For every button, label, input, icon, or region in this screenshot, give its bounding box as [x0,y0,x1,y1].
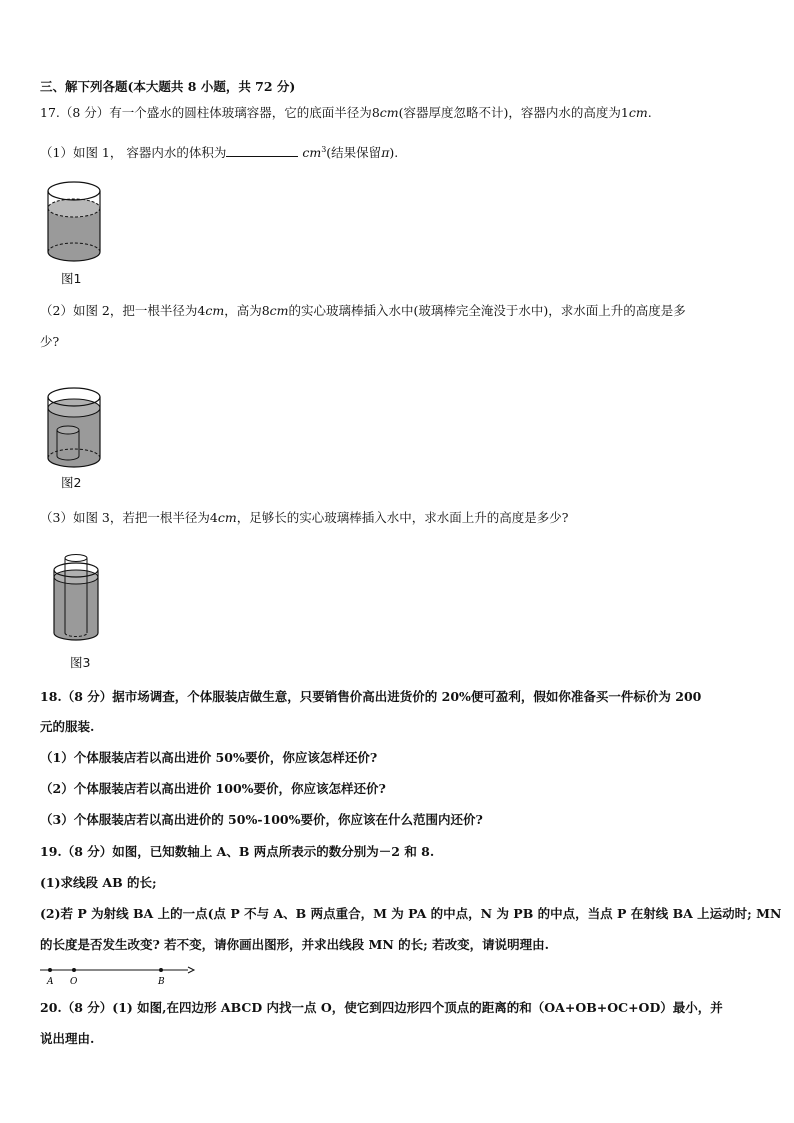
q19-part2: (2)若 P 为射线 BA 上的一点(点 P 不与 A、B 两点重合，M 为 PA 的中点，N 为 PB 的中点，当点 P 在射线 BA 上运动时; MN [40,906,782,921]
point-b-label: B [158,977,165,987]
answer-blank[interactable] [226,144,298,157]
point-o-dot [72,968,76,972]
q17-stem [40,104,760,122]
point-b-dot [159,968,163,972]
q20-stem-cont: 说出理由. [40,1031,95,1046]
q17-stem-a: 17.（8 分）有一个盛水的圆柱体玻璃容器，它的底面半径为 [40,105,372,120]
q18-stem-cont: 元的服装. [40,719,95,734]
section-header: 三、解下列各题(本大题共 8 小题，共 72 分) [40,79,296,94]
figure-2-cylinder-with-rod [44,386,104,470]
q19-part2-cont: 的长度是否发生改变? 若不变，请你画出图形，并求出线段 MN 的长; 若改变，请说明理由. [40,937,549,952]
q19-stem: 19.（8 分）如图，已知数轴上 A、B 两点所表示的数分别为－2 和 8. [40,844,435,859]
q18-part1: （1）个体服装店若以高出进价 50%要价，你应该怎样还价? [40,750,378,765]
q17-p1-a: （1）如图 1， 容器内水的体积为 [40,145,227,161]
q17-p1-c: ). [389,145,399,161]
q17-p2-a: （2）如图 2，把一根半径为 [40,303,198,318]
q17-p3-b: ，足够长的实心玻璃棒插入水中，求水面上升的高度是多少? [236,510,569,525]
q17-part2 [40,302,760,320]
q17-height: 1 [620,105,629,120]
q17-unit-2: cm [628,105,648,120]
point-a-dot [48,968,52,972]
q17-p2-h: 8 [261,303,270,318]
q17-p2-c: 的实心玻璃棒插入水中(玻璃棒完全淹没于水中)，求水面上升的高度是多 [288,303,686,318]
q17-p2-b: ，高为 [224,303,262,318]
q18-part2: （2）个体服装店若以高出进价 100%要价，你应该怎样还价? [40,781,386,796]
figure-2-caption: 图2 [61,475,82,490]
q20-stem: 20.（8 分）(1) 如图,在四边形 ABCD 内找一点 O，使它到四边形四个顶点的距离的和（OA+OB+OC+OD）最小，并 [40,1000,723,1015]
point-o-label: O [70,977,78,987]
q17-stem-b: (容器厚度忽略不计)，容器内水的高度为 [398,105,621,120]
q17-p2-unit-2: cm [269,303,289,318]
q18-stem: 18.（8 分）据市场调查，个体服装店做生意，只要销售价高出进货价的 20%便可盈利，假如你准备买一件标价为 200 [40,689,702,704]
q17-part2-cont: 少? [40,334,60,349]
point-a-label: A [47,977,54,987]
q17-p1-b: (结果保留 [326,145,382,161]
q17-p3-r: 4 [209,510,218,525]
q17-p1-exp: 3 [321,145,327,154]
figure-3-cylinder-long-rod [50,553,102,645]
q17-p2-unit: cm [205,303,225,318]
q17-p3-a: （3）如图 3，若把一根半径为 [40,510,210,525]
q17-p1-unit: cm [302,145,322,161]
q18-part3: （3）个体服装店若以高出进价的 50%-100%要价，你应该在什么范围内还价? [40,812,483,827]
q17-unit: cm [379,105,399,120]
pi-symbol: π [381,145,390,161]
q17-p2-r: 4 [197,303,206,318]
figure-1-cylinder [44,180,104,264]
q19-part1: (1)求线段 AB 的长; [40,875,157,890]
figure-1-caption: 图1 [61,271,82,286]
number-line [38,961,198,989]
figure-3-caption: 图3 [70,655,91,670]
q17-stem-end: . [647,105,652,120]
q17-part3 [40,509,760,527]
q17-part1 [40,141,760,162]
q17-p3-unit: cm [217,510,237,525]
q17-radius: 8 [371,105,380,120]
